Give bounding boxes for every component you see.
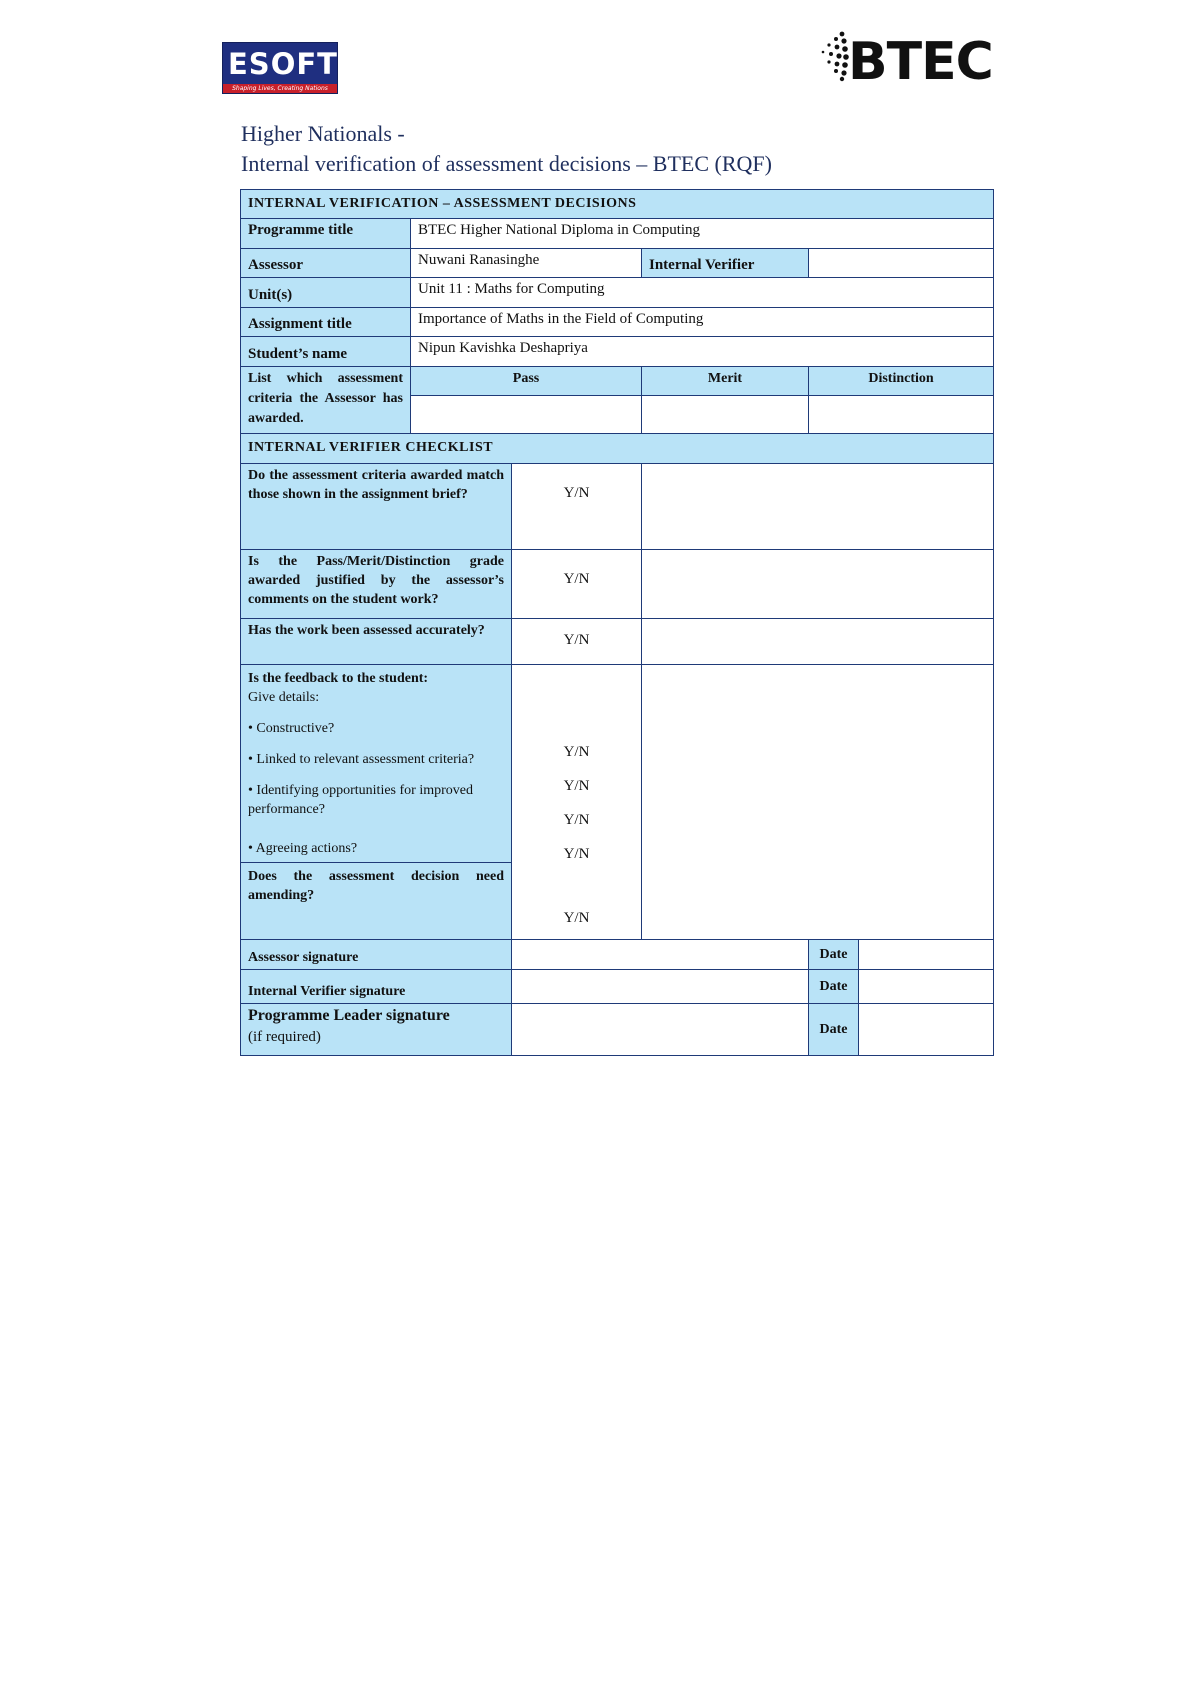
assignment-title-label: Assignment title [241,308,411,337]
heading-line-2: Internal verification of assessment decisions – BTEC (RQF) [241,151,772,176]
feedback-item-linked: • Linked to relevant assessment criteria? [248,752,475,767]
esoft-logo-tagline: Shaping Lives, Creating Nations [223,84,337,93]
heading-line-1: Higher Nationals - [241,121,405,146]
assessor-value[interactable]: Nuwani Ranasinghe [411,249,642,278]
checklist-q3: Has the work been assessed accurately? [241,619,512,665]
assessor-signature-field[interactable] [512,940,809,970]
btec-logo-text: BTEC [848,32,993,92]
iv-date-field[interactable] [859,970,994,1004]
iv-signature-label: Internal Verifier signature [241,970,512,1004]
assessor-signature-label: Assessor signature [241,940,512,970]
units-label: Unit(s) [241,278,411,308]
q3-yn[interactable]: Y/N [512,619,642,665]
q4-yn-identifying[interactable]: Y/N [563,812,590,828]
q1-comment[interactable] [642,464,994,550]
checklist-q1: Do the assessment criteria awarded match those shown in the assignment brief? [241,464,512,550]
pl-signature-label: Programme Leader signature [248,1007,450,1024]
section-title-assessment: INTERNAL VERIFICATION – ASSESSMENT DECISIONS [241,190,994,219]
assessor-date-field[interactable] [859,940,994,970]
checklist-q4-sub: Give details: [248,690,320,705]
pl-signature-note: (if required) [248,1029,321,1045]
merit-criteria-cell[interactable] [642,396,809,434]
q4-yn-linked[interactable]: Y/N [563,778,590,794]
student-name-value[interactable]: Nipun Kavishka Deshapriya [411,337,994,367]
distinction-header: Distinction [809,367,994,396]
q1-yn[interactable]: Y/N [512,464,642,550]
merit-header: Merit [642,367,809,396]
internal-verifier-value[interactable] [809,249,994,278]
pl-date-label: Date [809,1004,859,1056]
assignment-title-value[interactable]: Importance of Maths in the Field of Computing [411,308,994,337]
esoft-logo-text: ESOFT [228,47,338,81]
pl-date-field[interactable] [859,1004,994,1056]
assessor-date-label: Date [809,940,859,970]
student-name-label: Student’s name [241,337,411,367]
esoft-logo [222,42,338,94]
criteria-label: List which assessment criteria the Assessor has awarded. [241,367,411,434]
q5-yn[interactable]: Y/N [563,910,590,926]
pass-header: Pass [411,367,642,396]
assessor-label: Assessor [241,249,411,278]
q2-yn[interactable]: Y/N [512,550,642,619]
programme-label: Programme title [241,219,411,249]
distinction-criteria-cell[interactable] [809,396,994,434]
feedback-item-identifying: • Identifying opportunities for improved performance? [248,783,473,817]
btec-dots-icon [818,30,850,82]
q4-yn-agreeing[interactable]: Y/N [563,846,590,862]
programme-value[interactable]: BTEC Higher National Diploma in Computing [411,219,994,249]
q3-comment[interactable] [642,619,994,665]
q4-comment[interactable] [642,665,994,940]
q4-yn-constructive[interactable]: Y/N [563,744,590,760]
iv-signature-field[interactable] [512,970,809,1004]
btec-logo [818,30,993,92]
pass-criteria-cell[interactable] [411,396,642,434]
verification-form [240,189,994,1056]
feedback-item-agreeing: • Agreeing actions? [248,841,358,856]
q2-comment[interactable] [642,550,994,619]
checklist-q5: Does the assessment decision need amending? [241,862,511,909]
feedback-item-constructive: • Constructive? [248,721,335,736]
internal-verifier-label: Internal Verifier [642,249,809,278]
section-title-checklist: INTERNAL VERIFIER CHECKLIST [241,434,994,464]
checklist-q2: Is the Pass/Merit/Distinction grade awarded justified by the assessor’s comments on the student work? [241,550,512,619]
iv-date-label: Date [809,970,859,1004]
pl-signature-field[interactable] [512,1004,809,1056]
checklist-q4-title: Is the feedback to the student: [248,671,429,686]
units-value[interactable]: Unit 11 : Maths for Computing [411,278,994,308]
